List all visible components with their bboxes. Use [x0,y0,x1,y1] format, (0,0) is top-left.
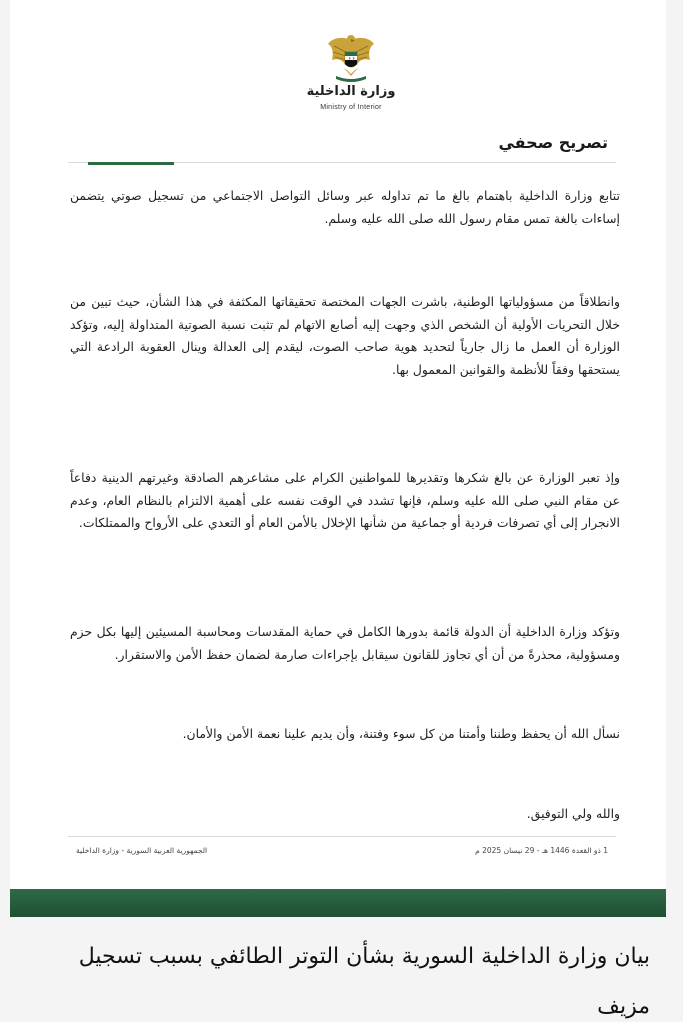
paragraph-4: وتؤكد وزارة الداخلية أن الدولة قائمة بدورها الكامل في حماية المقدسات ومحاسبة المسيئين إليها بكل حزم ومسؤولية، محذرةً من أن أي تجاوز للقانون سيقابل بإجراءات صارمة لضمان حفظ الأمن والاستقرار. [70,624,620,662]
footer-organization: الجمهورية العربية السورية - وزارة الداخلية [76,846,208,855]
footer-divider [68,836,616,837]
press-release-document [10,0,666,890]
paragraph-2: وانطلاقاً من مسؤولياتها الوطنية، باشرت الجهات المختصة تحقيقاتها المكثفة في هذا الشأن، حيث تبين من خلال التحريات الأولية أن الشخص الذي وجهت إليه أصابع الاتهام لم تثبت نسبة الصوتية المتداولة إليه، وتؤكد الوزارة أن العمل ما زال جارياً لتحديد هوية صاحب الصوت، ليقدم إلى العدالة وينال العقوبة الرادعة التي يستحقها وفقاً للأنظمة والقوانين المعمول بها. [70,294,620,377]
title-divider-accent [88,162,174,165]
paragraph-5: نسأل الله أن يحفظ وطننا وأمتنا من كل سوء وفتنة، وأن يديم علينا نعمة الأمن والأمان. [182,726,620,741]
paragraph-3: وإذ تعبر الوزارة عن بالغ شكرها وتقديرها للمواطنين الكرام على مشاعرهم الصادقة وغيرتهم الدينية دفاعاً عن مقام النبي صلى الله عليه وسلم، فإنها تشدد في الوقت نفسه على أهمية الالتزام بالنظام العام، وعدم الانجرار إلى أي تصرفات فردية أو جماعية من شأنها الإخلال بالأمن العام أو التعدي على الأرواح والممتلكات. [70,470,620,531]
closing-line: والله ولي التوفيق. [526,806,620,821]
ministry-english-name: Ministry of Interior [320,104,382,111]
ministry-arabic-name: وزارة الداخلية [306,84,396,99]
document-title: تصريح صحفي [498,133,608,152]
image-caption: بيان وزارة الداخلية السورية بشأن التوتر الطائفي بسبب تسجيل مزيف [78,944,650,1019]
green-footer-band [10,889,666,917]
footer-date: 1 ذو القعدة 1446 هـ - 29 نيسان 2025 م [475,846,608,855]
paragraph-1: تتابع وزارة الداخلية باهتمام بالغ ما تم تداوله عبر وسائل التواصل الاجتماعي من تسجيل صوتي يتضمن إساءات بالغة تمس مقام رسول الله صلى الله عليه وسلم. [70,188,620,226]
syrian-eagle-emblem-icon [326,30,376,84]
